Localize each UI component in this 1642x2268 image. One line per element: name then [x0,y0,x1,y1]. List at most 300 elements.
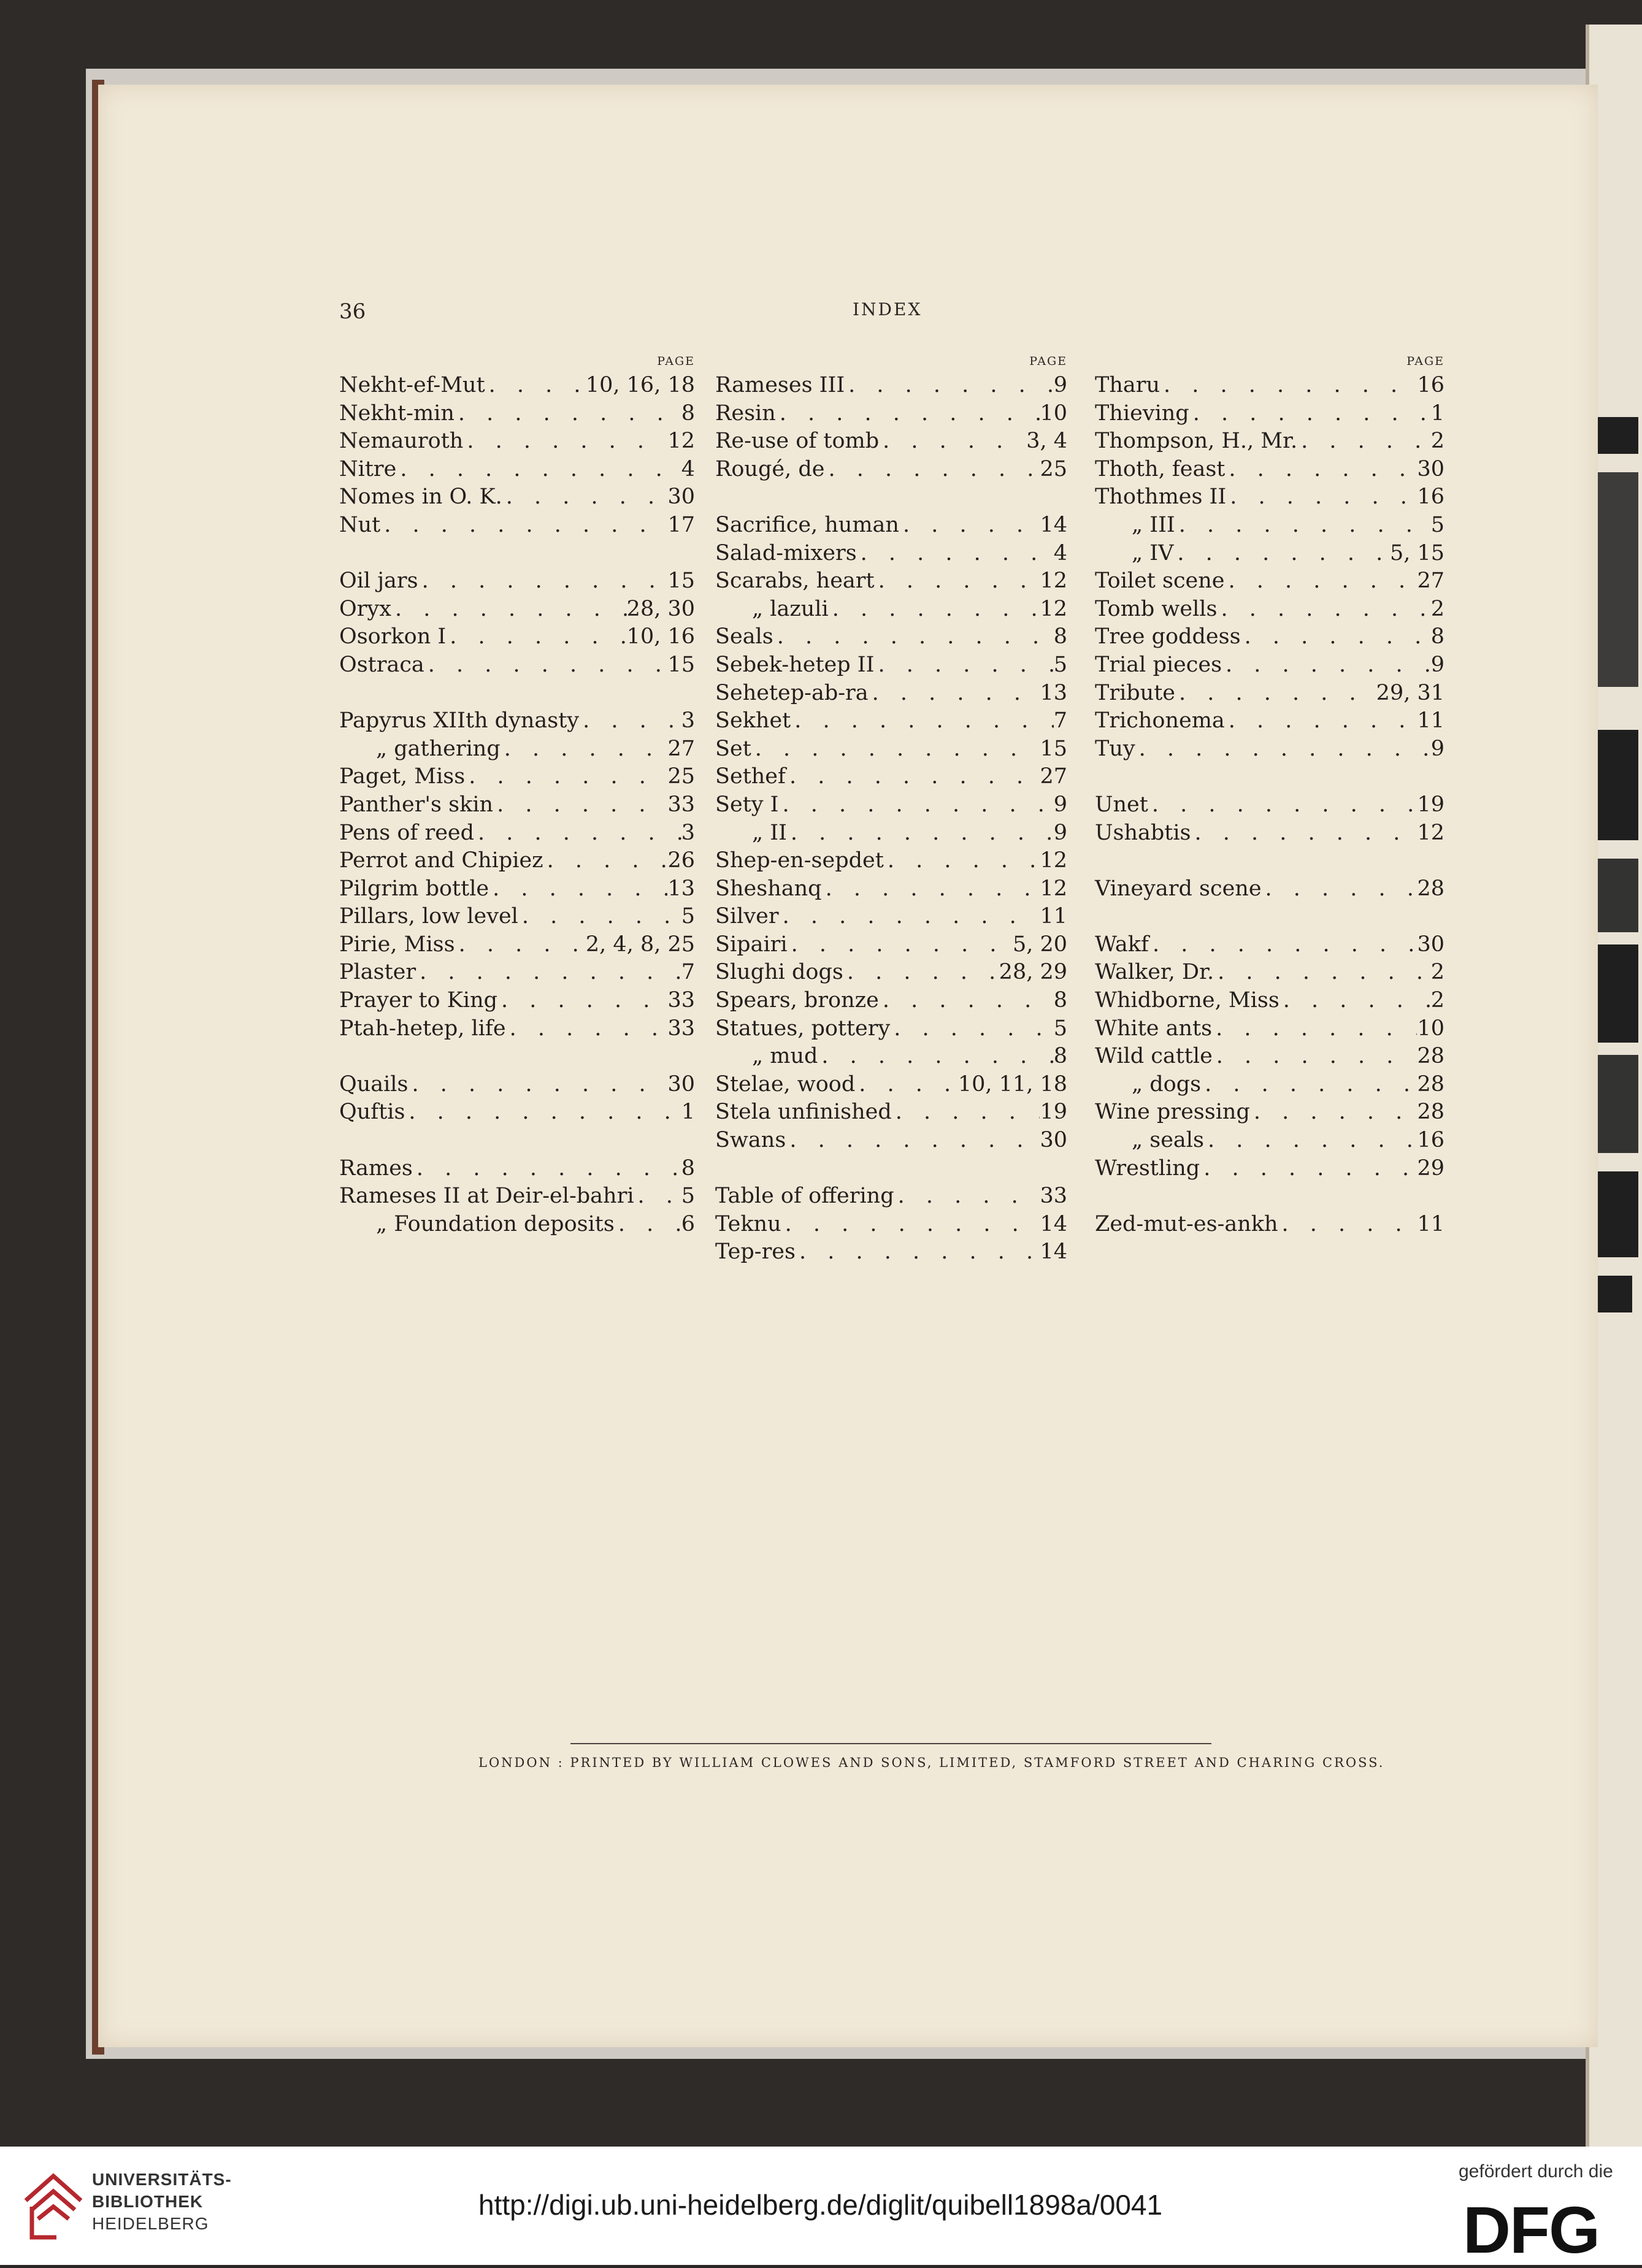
leader-dots [455,401,681,426]
index-entry [1095,373,1444,401]
index-entry [1095,821,1444,849]
leader-dots [1217,597,1430,621]
entry-term: Papyrus XIIth dynasty [339,708,580,734]
entry-term: Sehetep-ab-ra [715,680,869,705]
entry-pages: 4 [1053,540,1067,565]
entry-term: „ dogs [1132,1071,1202,1097]
index-entry [715,373,1067,401]
entry-term: Ostraca [339,652,424,677]
entry-term: Thothmes II [1095,485,1227,510]
entry-pages: 5 [1053,652,1067,677]
leader-dots [892,1100,1040,1124]
leader-dots [824,457,1040,481]
entry-term: Plaster [339,960,416,985]
entry-pages: 2 [1430,429,1444,454]
entry-pages: 33 [667,1016,695,1041]
index-entry [339,708,695,737]
index-spacer [1095,764,1444,792]
leader-dots [1175,513,1431,537]
index-spacer [715,1156,1067,1184]
entry-pages: 2 [1430,960,1444,985]
entry-term: Tuy [1095,736,1135,761]
entry-pages: 14 [1040,1211,1067,1236]
index-entry [715,429,1067,457]
entry-term: Scarabs, heart [715,569,875,594]
entry-term: Paget, Miss [339,764,466,789]
index-entry [715,1212,1067,1240]
entry-term: Rameses II at Deir-el-bahri [339,1184,634,1209]
entry-term: Sipairi [715,932,788,957]
entry-pages: 8 [681,1155,695,1181]
leader-dots [1148,792,1418,817]
entry-term: Teknu [715,1211,781,1236]
adjacent-page-print [1595,472,1638,687]
entry-term: Wine pressing [1095,1100,1250,1125]
leader-dots [455,932,586,957]
index-entry [339,373,695,401]
entry-pages: 12 [1040,596,1067,621]
leader-dots [899,513,1040,537]
entry-term: Thieving [1095,400,1189,426]
leader-dots [1175,681,1376,705]
leader-dots [1262,876,1418,901]
index-entry [715,764,1067,792]
entry-term: Nemauroth [339,429,464,454]
leader-dots [1225,708,1418,733]
leader-dots [894,1184,1040,1208]
entry-pages: 15 [667,652,695,677]
index-entry [715,401,1067,429]
index-entry [715,988,1067,1016]
index-column-3 [1095,354,1444,1239]
leader-dots [615,1212,681,1236]
entry-term: Silver [715,904,779,929]
index-entry [715,597,1067,625]
entry-term: Statues, pottery [715,1016,891,1041]
entry-term: Pirie, Miss [339,932,455,957]
leader-dots [446,624,626,649]
entry-pages: 8 [1053,1044,1067,1069]
entry-pages: 27 [667,736,695,761]
entry-term: Tep-res [715,1239,796,1265]
index-entry [1095,737,1444,765]
leader-dots [781,1212,1040,1236]
leader-dots [845,373,1054,397]
leader-dots [543,848,668,873]
leader-dots [416,960,681,984]
index-entry [715,848,1067,876]
leader-dots [879,429,1026,453]
leader-dots [776,401,1040,426]
entry-pages: 1 [681,1100,695,1125]
entry-term: „ II [752,820,787,845]
index-entry [339,1212,695,1240]
entry-term: Toilet scene [1095,569,1225,594]
index-entry [1095,988,1444,1016]
entry-pages: 9 [1053,792,1067,817]
entry-term: Tharu [1095,373,1161,397]
index-entry [715,876,1067,905]
leader-dots [787,821,1054,845]
entry-term: „ mud [752,1044,818,1069]
index-entry [1095,624,1444,653]
index-entry [339,597,695,625]
index-entry [1095,1100,1444,1128]
index-entry [1095,513,1444,541]
entry-pages: 30 [667,485,695,510]
entry-pages: 5 [681,1184,695,1209]
page-column-label: PAGE [657,354,695,368]
entry-term: White ants [1095,1016,1213,1041]
leader-dots [1297,429,1431,453]
entry-pages: 7 [1053,708,1067,734]
leader-dots [1214,960,1431,984]
entry-term: Tree goddess [1095,624,1241,649]
index-spacer [715,485,1067,513]
entry-pages: 9 [1053,820,1067,845]
index-entry [339,1156,695,1184]
entry-term: Table of offering [715,1184,894,1209]
leader-dots [502,485,668,509]
entry-term: Zed-mut-es-ankh [1095,1211,1278,1236]
entry-pages: 16 [1417,373,1444,397]
adjacent-page-print [1595,944,1638,1043]
entry-pages: 19 [1040,1100,1067,1125]
entry-pages: 10 [1417,1016,1444,1041]
entry-term: Rameses III [715,373,845,397]
entry-pages: 1 [1430,400,1444,426]
index-entry [1095,1072,1444,1100]
leader-dots [788,932,1013,957]
entry-term: Oil jars [339,569,418,594]
entry-term: „ III [1132,512,1175,537]
entry-term: Sekhet [715,708,791,734]
entry-pages: 7 [681,960,695,985]
leader-dots [1222,653,1431,677]
entry-pages: 14 [1040,1239,1067,1265]
leader-dots [855,1072,958,1097]
leader-dots [1241,624,1431,649]
entry-pages: 5 [681,904,695,929]
adjacent-page-print [1595,730,1638,840]
entry-pages: 30 [1417,456,1444,481]
leader-dots [1189,401,1431,426]
index-entry [339,764,695,792]
entry-pages: 15 [1040,736,1067,761]
entry-term: Re-use of tomb [715,429,880,454]
entry-term: Wrestling [1095,1155,1200,1181]
adjacent-page-print [1595,859,1638,932]
leader-dots [778,792,1053,817]
index-entry [1095,681,1444,709]
entry-term: Walker, Dr. [1095,960,1214,985]
index-entry [715,653,1067,681]
leader-dots [634,1184,681,1208]
entry-term: Perrot and Chipiez [339,848,543,873]
entry-term: Vineyard scene [1095,876,1262,901]
leader-dots [1225,569,1418,593]
leader-dots [1160,373,1417,397]
index-entry [715,513,1067,541]
entry-pages: 11 [1040,904,1067,929]
leader-dots [497,988,667,1013]
entry-pages: 8 [1053,624,1067,649]
entry-term: Ushabtis [1095,820,1191,845]
entry-pages: 12 [1040,569,1067,594]
entry-pages: 12 [667,429,695,454]
leader-dots [465,764,667,789]
imprint-rule [570,1743,1211,1744]
leader-dots [879,988,1054,1013]
entry-pages: 13 [1040,680,1067,705]
index-entry [339,988,695,1016]
entry-term: „ gathering [376,736,501,761]
entry-term: „ seals [1132,1128,1204,1153]
leader-dots [818,1044,1053,1068]
leader-dots [501,737,668,761]
leader-dots [773,624,1054,649]
entry-pages: 2, 4, 8, 25 [585,932,695,957]
index-entry [1095,1212,1444,1240]
index-entry [715,960,1067,988]
entry-pages: 25 [1040,456,1067,481]
entry-term: „ Foundation deposits [376,1211,615,1236]
adjacent-page-print [1595,1055,1638,1153]
index-spacer [339,1044,695,1072]
entry-pages: 6 [681,1211,695,1236]
entry-pages: 33 [667,988,695,1013]
index-entry [339,876,695,905]
printer-imprint: LONDON : PRINTED BY WILLIAM CLOWES AND SONS, LIMITED, STAMFORD STREET AND CHARING CROSS. [478,1755,1385,1770]
entry-term: Thompson, H., Mr. [1095,429,1298,454]
entry-term: Nomes in O. K. [339,485,502,510]
index-spacer [339,1128,695,1156]
leader-dots [418,569,668,593]
index-entry [339,569,695,597]
funding-caption: gefördert durch die [1459,2161,1613,2182]
entry-term: Tomb wells [1095,596,1218,621]
leader-dots [1212,1016,1417,1041]
index-entry [339,1016,695,1044]
index-entry [715,541,1067,569]
entry-pages: 17 [667,512,695,537]
entry-pages: 5, 15 [1389,540,1444,565]
entry-pages: 25 [667,764,695,789]
index-entry [1095,653,1444,681]
leader-dots [1200,1156,1417,1181]
entry-pages: 30 [1040,1128,1067,1153]
leader-dots [380,513,667,537]
entry-term: Trichonema [1095,708,1225,734]
leader-dots [413,1156,681,1181]
leader-dots [822,876,1040,901]
leader-dots [751,737,1040,761]
library-name-line1: UNIVERSITÄTS- [92,2170,232,2189]
leader-dots [474,821,681,845]
index-entry [715,457,1067,485]
entry-term: Rames [339,1155,413,1181]
library-name-line3: HEIDELBERG [92,2214,209,2233]
index-entry [1095,541,1444,569]
index-entry [715,1128,1067,1156]
entry-pages: 10 [1040,400,1067,426]
entry-term: Swans [715,1128,786,1153]
entry-term: Oryx [339,596,391,621]
leader-dots [1225,457,1417,481]
entry-pages: 16 [1417,485,1444,510]
leader-dots [506,1016,668,1041]
adjacent-page-print [1595,1276,1632,1312]
entry-term: Nekht-min [339,400,455,426]
index-entry [1095,708,1444,737]
leader-dots [1201,1072,1417,1097]
index-entry [715,1184,1067,1212]
leader-dots [857,541,1054,565]
library-name-line2: BIBLIOTHEK [92,2192,204,2211]
index-entry [1095,457,1444,485]
entry-pages: 2 [1430,988,1444,1013]
index-entry [339,821,695,849]
leader-dots [829,597,1040,621]
leader-dots [396,457,681,481]
entry-pages: 9 [1430,652,1444,677]
index-entry [715,1072,1067,1100]
index-entry [339,848,695,876]
index-entry [715,681,1067,709]
leader-dots [485,373,586,397]
index-entry [339,513,695,541]
index-entry [1095,401,1444,429]
entry-term: Shep-en-sepdet [715,848,884,873]
entry-pages: 10, 16 [626,624,695,649]
entry-pages: 26 [667,848,695,873]
index-entry [1095,1156,1444,1184]
entry-term: „ IV [1132,540,1174,565]
leader-dots [493,792,667,817]
digital-copy-link[interactable]: http://digi.ub.uni-heidelberg.de/diglit/quibell1898a/0041 [478,2189,1163,2221]
leader-dots [1250,1100,1418,1124]
index-entry [715,932,1067,960]
leader-dots [1279,988,1431,1013]
entry-pages: 3 [681,820,695,845]
index-entry [715,737,1067,765]
entry-term: Set [715,736,751,761]
entry-term: Salad-mixers [715,540,857,565]
index-entry [1095,960,1444,988]
index-entry [715,708,1067,737]
adjacent-page-print [1595,1171,1638,1257]
index-spacer [1095,848,1444,876]
entry-pages: 11 [1417,1211,1444,1236]
index-entry [1095,429,1444,457]
leader-dots [1191,821,1418,845]
entry-term: Wakf [1095,932,1149,957]
index-spacer [1095,904,1444,932]
index-entry [339,401,695,429]
index-entry [715,624,1067,653]
index-column-1 [339,354,695,1239]
entry-pages: 8 [1053,988,1067,1013]
adjacent-page-print [1595,417,1638,454]
entry-term: Resin [715,400,776,426]
leader-dots [884,848,1040,873]
entry-term: Nut [339,512,381,537]
entry-term: Prayer to King [339,988,498,1013]
entry-term: Rougé, de [715,456,825,481]
index-entry [339,457,695,485]
entry-pages: 33 [667,792,695,817]
index-entry [715,1044,1067,1072]
entry-term: Sebek-hetep II [715,652,875,677]
page-number: 36 [339,299,366,324]
index-entry [715,1100,1067,1128]
leader-dots [1135,737,1431,761]
entry-pages: 28 [1417,876,1444,901]
index-entry [339,792,695,821]
leader-dots [1149,932,1417,957]
entry-pages: 28 [1417,1100,1444,1125]
entry-pages: 12 [1040,848,1067,873]
entry-pages: 3, 4 [1026,429,1067,454]
entry-term: Pillars, low level [339,904,518,929]
running-head: INDEX [853,299,923,320]
index-entry [339,624,695,653]
entry-term: Quails [339,1071,409,1097]
index-entry [715,904,1067,932]
entry-pages: 10, 16, 18 [585,373,695,397]
leader-dots [796,1239,1040,1264]
leader-dots [424,653,668,677]
entry-pages: 8 [1430,624,1444,649]
entry-term: Sacrifice, human [715,512,899,537]
entry-pages: 15 [667,569,695,594]
entry-term: „ lazuli [752,596,829,621]
leader-dots [1278,1212,1418,1236]
index-spacer [339,681,695,709]
entry-term: Whidborne, Miss [1095,988,1279,1013]
entry-pages: 16 [1417,1128,1444,1153]
leader-dots [579,708,681,733]
entry-pages: 5, 20 [1012,932,1067,957]
entry-term: Ptah-hetep, life [339,1016,506,1041]
entry-pages: 28, 29 [999,960,1067,985]
entry-term: Stela unfinished [715,1100,892,1125]
index-entry [1095,1016,1444,1044]
leader-dots [779,904,1040,929]
index-entry [339,1184,695,1212]
index-entry [1095,792,1444,821]
entry-term: Spears, bronze [715,988,879,1013]
leader-dots [869,681,1040,705]
entry-term: Panther's skin [339,792,494,817]
entry-pages: 3 [681,708,695,734]
leader-dots [786,1128,1040,1152]
entry-term: Nekht-ef-Mut [339,373,485,397]
entry-pages: 27 [1040,764,1067,789]
entry-term: Slughi dogs [715,960,843,985]
index-entry [715,1016,1067,1044]
entry-pages: 28 [1417,1071,1444,1097]
index-entry [1095,932,1444,960]
leader-dots [786,764,1040,789]
index-entry [715,1239,1067,1268]
entry-pages: 29 [1417,1155,1444,1181]
entry-term: Unet [1095,792,1148,817]
leader-dots [408,1072,667,1097]
index-entry [1095,485,1444,513]
entry-pages: 2 [1430,596,1444,621]
index-entry [1095,597,1444,625]
